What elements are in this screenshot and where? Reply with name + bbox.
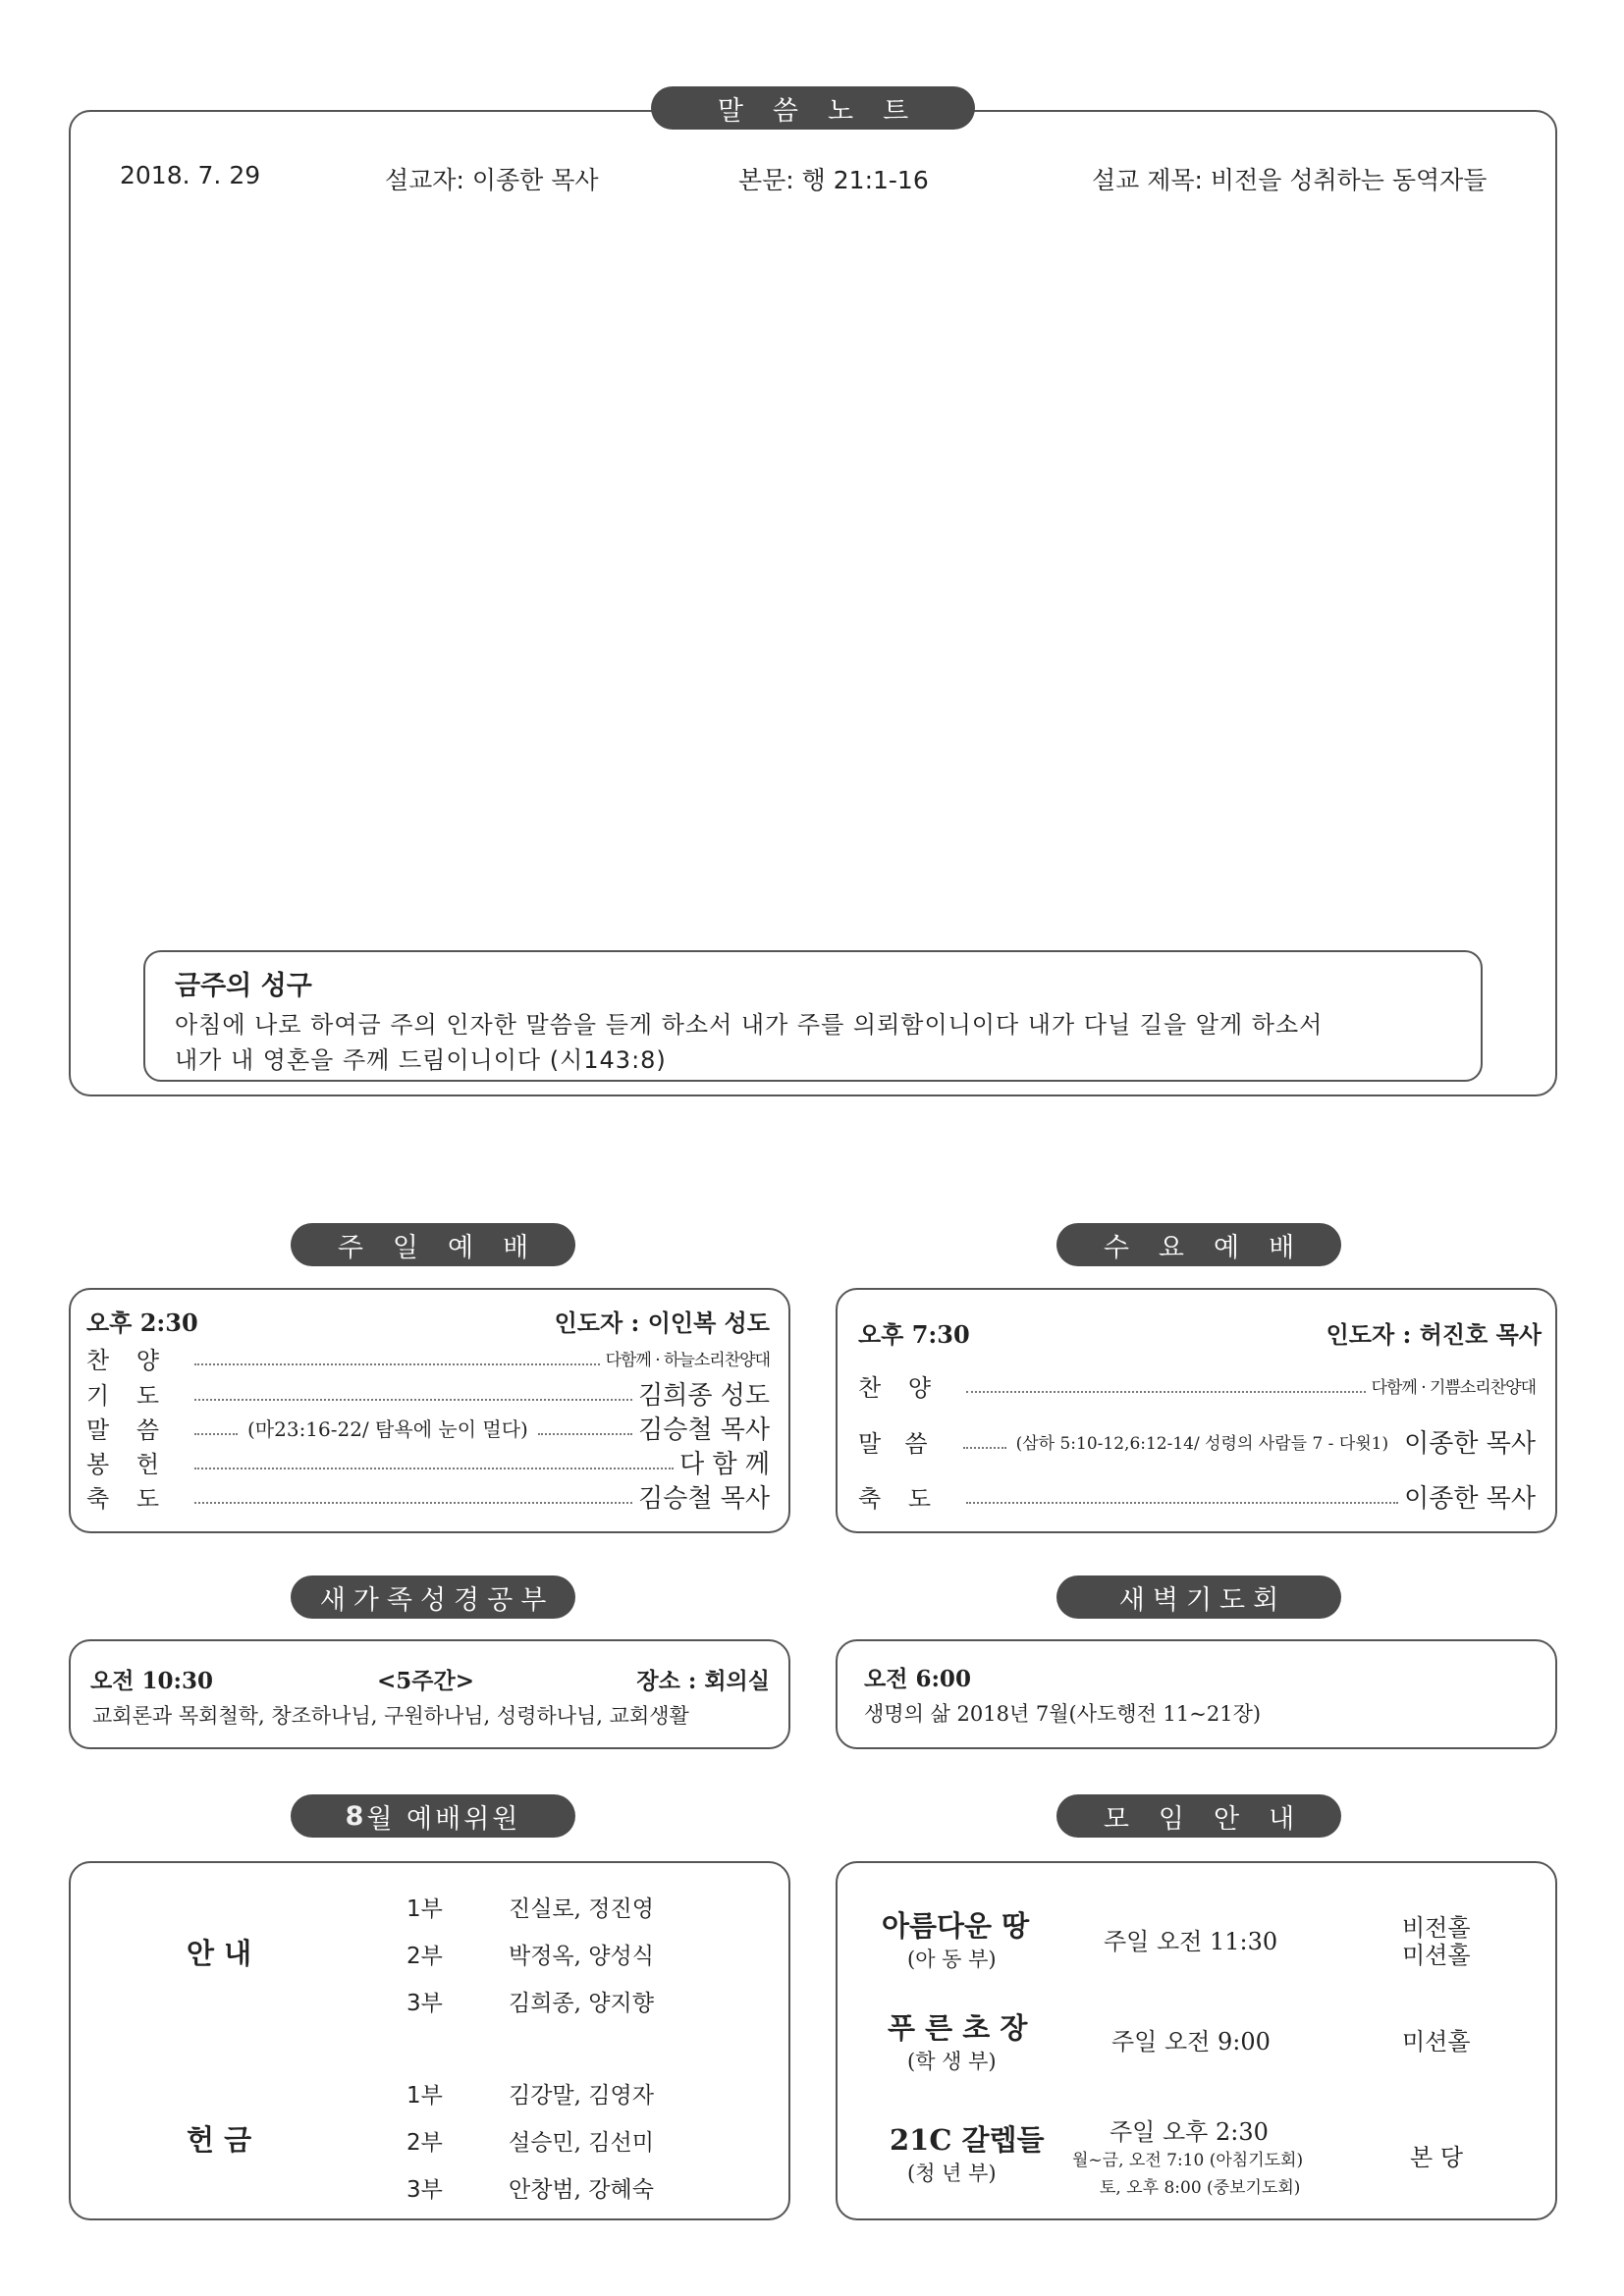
meeting-place: 본 당 (1410, 2144, 1463, 2171)
committee-names: 박정옥, 양성식 (509, 1944, 654, 1969)
committee-names: 설승민, 김선미 (509, 2130, 654, 2156)
committee-title (291, 1794, 575, 1838)
order-row (858, 1478, 1536, 1515)
sermon-note-title: 말씀노트 (651, 86, 975, 130)
committee-part: 1부 (406, 1896, 443, 1922)
sermon-note-box (69, 110, 1557, 1096)
order-role-char: 축 (86, 1485, 110, 1513)
verse-title: 금주의 성구 (175, 971, 312, 1001)
order-row (86, 1444, 770, 1480)
order-person: 김희종 성도 (638, 1381, 770, 1411)
meeting-dept: (청 년 부) (907, 2162, 997, 2185)
meeting-dept: (아 동 부) (907, 1948, 997, 1971)
meeting-sub-schedule: 월~금, 오전 7:10 (아침기도회) (1072, 2151, 1304, 2170)
order-role-char: 씀 (904, 1430, 928, 1458)
meeting-name: 아름다운 땅 (882, 1909, 1030, 1943)
order-person: 김승철 목사 (638, 1484, 770, 1514)
order-role (86, 1479, 189, 1514)
wednesday-worship-title: 수요예배 (1056, 1223, 1341, 1266)
committee-names: 김강말, 김영자 (509, 2083, 654, 2109)
order-role-char: 봉 (86, 1451, 110, 1478)
order-role-char: 헌 (135, 1451, 159, 1478)
order-role (858, 1368, 960, 1403)
dawn-prayer-title: 새벽기도회 (1056, 1575, 1341, 1619)
family-study-weeks: <5주간> (377, 1668, 474, 1694)
meeting-sub-schedule: 토, 오후 8:00 (중보기도회) (1100, 2178, 1301, 2198)
order-role (86, 1376, 189, 1411)
meeting-time: 주일 오전 11:30 (1104, 1928, 1278, 1955)
dawn-prayer-text: 생명의 삶 2018년 7월(사도행전 11~21장) (864, 1702, 1262, 1726)
dotted-leader (194, 1433, 238, 1435)
order-role-char: 씀 (135, 1416, 159, 1444)
order-scripture: (마23:16-22/ 탐욕에 눈이 멀다) (247, 1417, 528, 1441)
order-row (86, 1341, 770, 1375)
order-role-char: 찬 (86, 1347, 110, 1374)
committee-names: 김희종, 양지향 (509, 1991, 654, 2016)
dotted-leader (966, 1391, 1366, 1393)
order-role (86, 1341, 189, 1375)
wednesday-time: 오후 7:30 (858, 1320, 970, 1349)
committee-group-label-usher: 안 내 (187, 1937, 252, 1970)
committee-part: 3부 (406, 1991, 443, 2016)
dotted-leader (194, 1399, 632, 1401)
meeting-name: 21C 갈렙들 (890, 2123, 1045, 2157)
meeting-time: 주일 오전 9:00 (1111, 2028, 1271, 2056)
family-study-title: 새가족성경공부 (291, 1575, 575, 1619)
order-role-char: 양 (135, 1347, 159, 1374)
order-role-char: 도 (907, 1485, 931, 1513)
committee-part: 2부 (406, 2130, 443, 2156)
sunday-time: 오후 2:30 (86, 1308, 198, 1337)
order-role-char: 축 (858, 1485, 882, 1513)
order-row (86, 1478, 770, 1515)
meeting-time: 주일 오후 2:30 (1110, 2118, 1269, 2146)
dotted-leader (194, 1468, 674, 1469)
meeting-place: 미션홀 (1402, 1942, 1471, 1969)
committee-group-label-offering: 헌 금 (187, 2123, 252, 2157)
order-role (858, 1479, 960, 1514)
meetings-title: 모임안내 (1056, 1794, 1341, 1838)
order-person: 다 함 께 (679, 1450, 770, 1479)
order-role-char: 찬 (858, 1374, 882, 1402)
family-study-place: 장소 : 회의실 (636, 1668, 770, 1694)
order-role-char: 양 (907, 1374, 931, 1402)
committee-title-month: 8 (345, 1800, 367, 1832)
family-study-time: 오전 10:30 (90, 1668, 213, 1694)
order-row (86, 1375, 770, 1412)
order-role-char: 기 (86, 1382, 110, 1410)
wednesday-leader: 인도자 : 허진호 목사 (1326, 1320, 1542, 1349)
dawn-prayer-box (836, 1639, 1557, 1749)
order-role-char: 도 (135, 1485, 159, 1513)
sermon-preacher: 설교자: 이종한 목사 (385, 166, 599, 194)
dotted-leader (194, 1363, 600, 1365)
sunday-leader: 인도자 : 이인복 성도 (554, 1308, 770, 1337)
dotted-leader (963, 1447, 1006, 1449)
meeting-dept: (학 생 부) (907, 2050, 997, 2073)
committee-part: 1부 (406, 2083, 443, 2109)
committee-names: 안창범, 강혜숙 (509, 2177, 654, 2203)
order-role (858, 1424, 957, 1459)
verse-text-line2: 내가 내 영혼을 주께 드림이니이다 (시143:8) (175, 1046, 667, 1074)
dotted-leader (194, 1502, 632, 1504)
meeting-place: 비전홀 (1402, 1914, 1471, 1942)
order-person: 다함께 · 하늘소리찬양대 (605, 1351, 770, 1370)
committee-title-text: 월 예배위원 (366, 1803, 521, 1835)
order-person: 김승철 목사 (638, 1415, 770, 1445)
order-role (86, 1445, 189, 1479)
committee-part: 2부 (406, 1944, 443, 1969)
order-role-char: 말 (858, 1430, 882, 1458)
meeting-place: 미션홀 (1402, 2028, 1471, 2056)
order-row (86, 1410, 770, 1446)
sermon-date: 2018. 7. 29 (120, 161, 261, 189)
order-person: 다함께 · 기쁨소리찬양대 (1371, 1378, 1536, 1398)
order-person: 이종한 목사 (1404, 1484, 1536, 1514)
dotted-leader (966, 1502, 1398, 1504)
sunday-worship-title: 주일예배 (291, 1223, 575, 1266)
dawn-prayer-time: 오전 6:00 (864, 1666, 971, 1692)
order-person: 이종한 목사 (1404, 1429, 1536, 1459)
order-row (858, 1368, 1536, 1403)
order-role-char: 말 (86, 1416, 110, 1444)
order-role (86, 1411, 189, 1445)
sermon-title: 설교 제목: 비전을 성취하는 동역자들 (1092, 166, 1488, 194)
order-row (858, 1423, 1536, 1460)
committee-names: 진실로, 정진영 (509, 1896, 654, 1922)
verse-text-line1: 아침에 나로 하여금 주의 인자한 말씀을 듣게 하소서 내가 주를 의뢰함이니이다 내가 다닐 길을 알게 하소서 (175, 1011, 1324, 1039)
family-study-topics: 교회론과 목회철학, 창조하나님, 구원하나님, 성령하나님, 교회생활 (92, 1704, 689, 1728)
dotted-leader (538, 1433, 632, 1435)
order-scripture: (삼하 5:10-12,6:12-14/ 성령의 사람들 7 - 다윗1) (1015, 1434, 1389, 1454)
committee-part: 3부 (406, 2177, 443, 2203)
meeting-name: 푸 른 초 장 (888, 2011, 1028, 2045)
order-role-char: 도 (135, 1382, 159, 1410)
sermon-scripture: 본문: 행 21:1-16 (738, 166, 929, 194)
